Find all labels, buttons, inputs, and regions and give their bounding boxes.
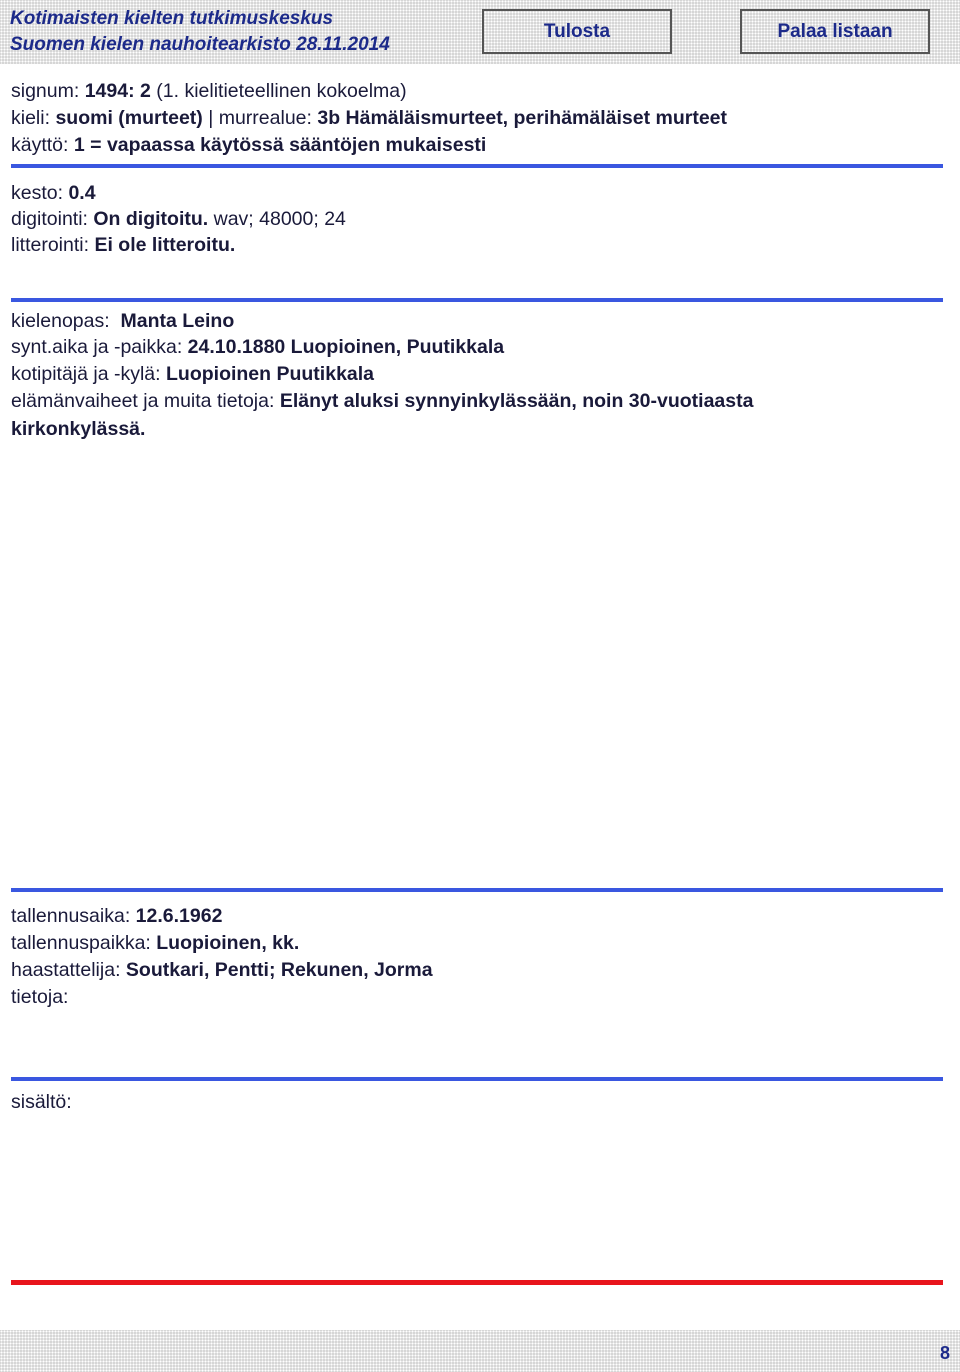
org-name: Kotimaisten kielten tutkimuskeskus [10,8,334,29]
kotipitaja-label: kotipitäjä ja -kylä: [11,363,161,385]
footer-bar [0,1330,960,1372]
tallennusaika-row [11,905,222,928]
tietoja-label: tietoja: [11,986,69,1008]
page-number: 8 [939,1343,950,1363]
haastattelija-row [11,959,433,982]
separator: | [208,107,214,129]
back-to-list-button[interactable]: Palaa listaan [740,9,930,54]
digitointi-value: On digitoitu. [93,208,209,230]
header-bar [0,0,960,64]
end-divider [11,1280,943,1285]
archive-name-date: Suomen kielen nauhoitearkisto 28.11.2014 [10,34,390,55]
murrealue-value: 3b Hämäläismurteet, perihämäläiset murteet [317,107,728,129]
kaytto-label: käyttö: [11,134,69,156]
tallennusaika-label: tallennusaika: [11,905,131,927]
kotipitaja-row [11,363,374,386]
kesto-label: kesto: [11,182,64,204]
haastattelija-value: Soutkari, Pentti; Rekunen, Jorma [125,959,433,981]
elamanvaiheet-row [11,390,753,413]
tallennuspaikka-row [11,932,299,955]
kieli-label: kieli: [11,107,51,129]
litterointi-row [11,234,235,257]
section-divider [11,164,943,168]
synt-row [11,336,504,359]
sisalto-label: sisältö: [11,1091,72,1113]
digitointi-row [11,208,346,231]
haastattelija-label: haastattelija: [11,959,121,981]
kesto-value: 0.4 [68,182,96,204]
elamanvaiheet-label: elämänvaiheet ja muita tietoja: [11,390,275,412]
litterointi-label: litterointi: [11,234,90,256]
signum-row [11,80,407,103]
kaytto-row [11,134,486,157]
tallennusaika-value: 12.6.1962 [135,905,223,927]
litterointi-value: Ei ole litteroitu. [94,234,236,256]
section-divider [11,1077,943,1081]
digitointi-label: digitointi: [11,208,88,230]
print-button[interactable]: Tulosta [482,9,672,54]
kielenopas-row [11,310,234,333]
signum-note: (1. kielitieteellinen kokoelma) [156,80,407,102]
signum-label: signum: [11,80,80,102]
synt-label: synt.aika ja -paikka: [11,336,183,358]
section-divider [11,298,943,302]
elamanvaiheet-value-cont: kirkonkylässä. [11,418,146,440]
kieli-row [11,107,727,130]
synt-value: 24.10.1880 Luopioinen, Puutikkala [187,336,505,358]
digitointi-format: wav; 48000; 24 [213,208,346,230]
tallennuspaikka-label: tallennuspaikka: [11,932,151,954]
signum-value: 1494: 2 [84,80,151,102]
kaytto-value: 1 = vapaassa käytössä sääntöjen mukaisesti [73,134,487,156]
kesto-row [11,182,96,205]
murrealue-label: murrealue: [218,107,312,129]
kielenopas-value: Manta Leino [120,310,235,332]
elamanvaiheet-value: Elänyt aluksi synnyinkylässään, noin 30-vuotiaasta [279,390,754,412]
kielenopas-label: kielenopas: [11,310,110,332]
tallennuspaikka-value: Luopioinen, kk. [156,932,300,954]
kieli-value: suomi (murteet) [55,107,203,129]
tietoja-row [11,986,68,1009]
elamanvaiheet-row-cont [11,418,145,441]
sisalto-row [11,1091,72,1114]
kotipitaja-value: Luopioinen Puutikkala [166,363,375,385]
section-divider [11,888,943,892]
